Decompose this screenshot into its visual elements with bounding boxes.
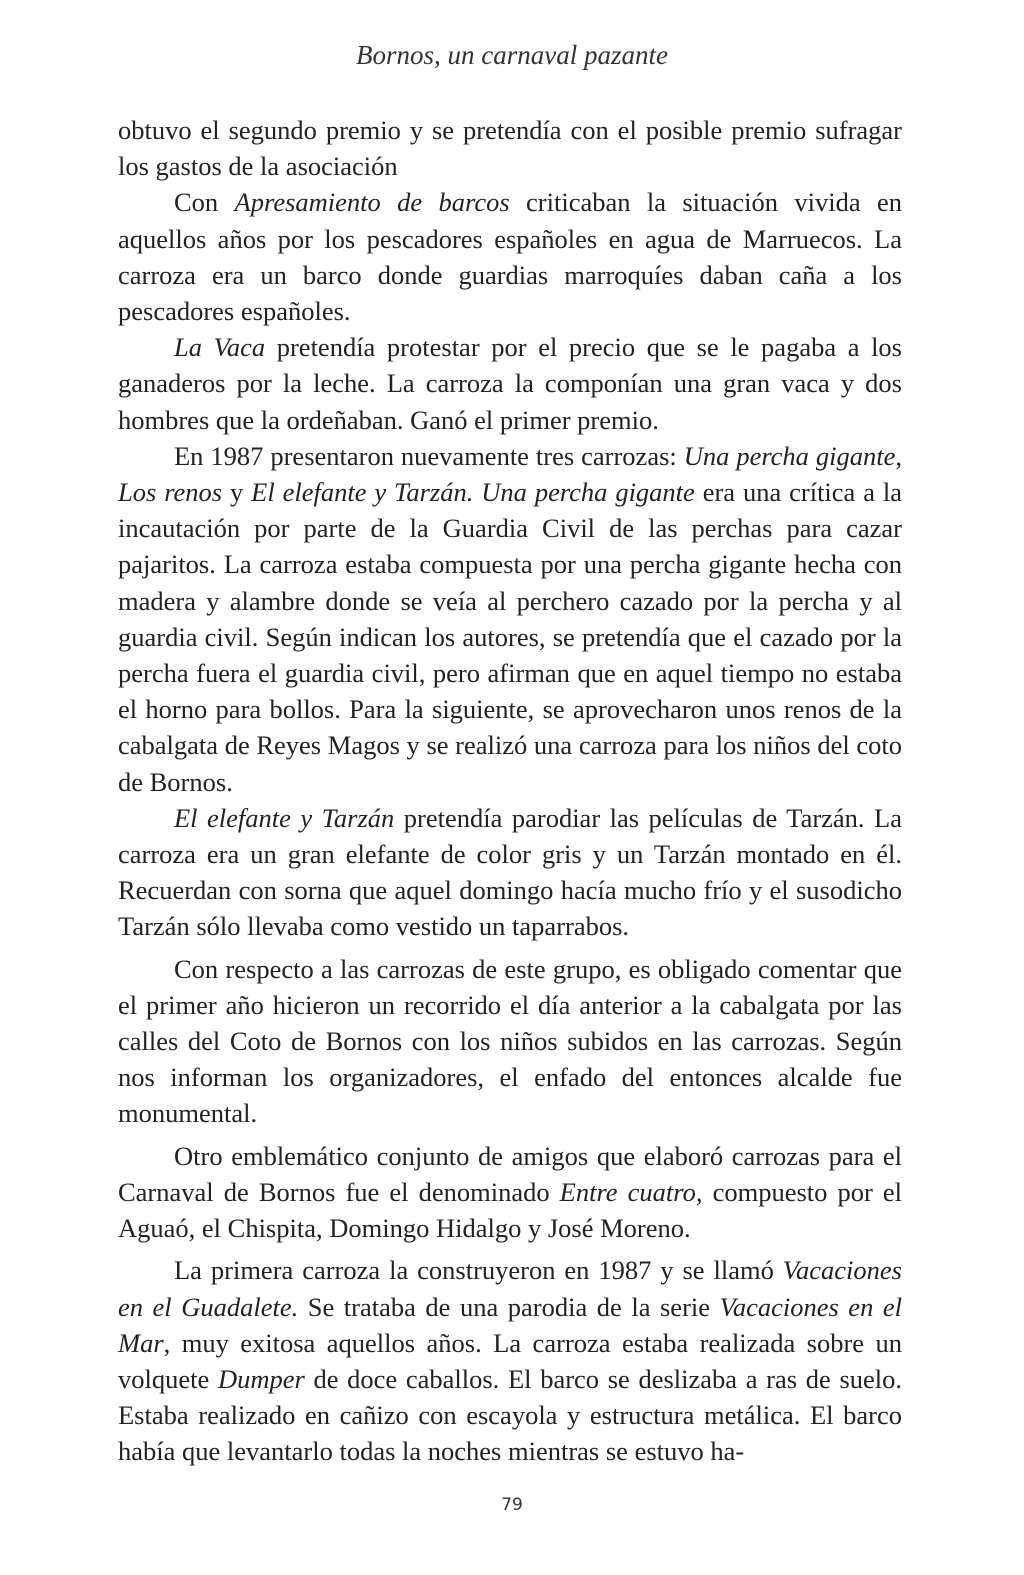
text-run: Se trataba de una parodia de la serie [298, 1291, 720, 1322]
text-run: y [222, 477, 252, 508]
italic-title-text: Vacaciones en el Mar [118, 1291, 902, 1358]
paragraph-2 [118, 184, 902, 329]
italic-title-text: Apresamiento de barcos [234, 187, 510, 218]
paragraph-5 [118, 800, 902, 945]
text-run: , [895, 440, 902, 471]
paragraph-3 [118, 329, 902, 438]
paragraph-1 [118, 112, 902, 184]
text-run: de doce caballos. El barco se deslizaba a ras de suelo. Estaba realizado en cañizo con escayola y estructura metálica. El barco había que levantarlo todas la noches mientras se estuvo ha- [118, 1363, 903, 1467]
text-run: obtuvo el segundo premio y se pretendía con el posible premio sufragar los gastos de la asociación [118, 115, 902, 182]
text-run: pretendía parodiar las películas de Tarzán. La carroza era un gran elefante de color gris y un Tarzán montado en él. Recuerdan con sorna que aquel domingo hacía mucho frío y el susodicho Tarzán sólo llevaba como vestido un taparrabos. [118, 802, 902, 942]
italic-title-text: La Vaca [174, 332, 266, 363]
paragraph-8 [118, 1252, 902, 1469]
paragraph-6 [118, 951, 902, 1132]
italic-title-text: Entre cuatro, [559, 1176, 703, 1207]
text-run: criticaban la situación vivida en aquellos años por los pescadores españoles en agua de Marruecos. La carroza era un barco donde guardias marroquíes daban caña a los pescadores españoles. [118, 187, 902, 327]
text-run: Con [174, 187, 235, 218]
running-head: Bornos, un carnaval pazante [356, 40, 668, 70]
italic-title-text: El elefante y Tarzán [174, 802, 395, 833]
page-number: 79 [501, 1495, 523, 1515]
italic-title-text: El elefante y Tarzán. [251, 477, 474, 508]
text-run: La primera carroza la construyeron en 1987 y se llamó [174, 1255, 783, 1286]
paragraph-4 [118, 438, 902, 800]
italic-title-text: Una percha gigante [683, 440, 896, 471]
text-run: Otro emblemático conjunto de amigos que elaboró carrozas para el Carnaval de Bornos fue el denominado [118, 1140, 902, 1207]
italic-title-text: Vacaciones en el Guadalete. [118, 1255, 902, 1322]
italic-title-text: Los renos [118, 477, 223, 508]
text-run: era una crítica a la incautación por parte de la Guardia Civil de las perchas para cazar pajaritos. La carroza estaba compuesta por una percha gigante hecha con madera y alambre donde se veía al perchero cazado por la percha y al guardia civil. Según indican los autores, se pretendía que el cazado por la percha fuera el guardia civil, pero afirman que en aquel tiempo no estaba el horno para bollos. Para la siguiente, se aprovecharon unos renos de la cabalgata de Reyes Magos y se realizó una carroza para los niños del coto de Bornos. [118, 477, 903, 797]
text-run: compuesto por el Aguaó, el Chispita, Domingo Hidalgo y José Moreno. [118, 1176, 902, 1244]
italic-title-text: Una percha gigante [481, 477, 695, 508]
body-text [118, 112, 902, 1470]
text-run: pretendía protestar por el precio que se le pagaba a los ganaderos por la leche. La carroza la componían una gran vaca y dos hombres que la ordeñaban. Ganó el primer premio. [118, 332, 902, 435]
text-run: Con respecto a las carrozas de este grupo, es obligado comentar que el primer año hicieron un recorrido el día anterior a la cabalgata por las calles del Coto de Bornos con los niños subidos en las carrozas. Según nos informan los organizadores, el enfado del entonces alcalde fue monumental. [118, 953, 902, 1129]
paragraph-7 [118, 1138, 902, 1247]
italic-title-text: Dumper [217, 1363, 305, 1394]
text-run: En 1987 presentaron nuevamente tres carrozas: [174, 440, 684, 471]
text-run: , muy exitosa aquellos años. La carroza estaba realizada sobre un volquete [118, 1327, 902, 1394]
